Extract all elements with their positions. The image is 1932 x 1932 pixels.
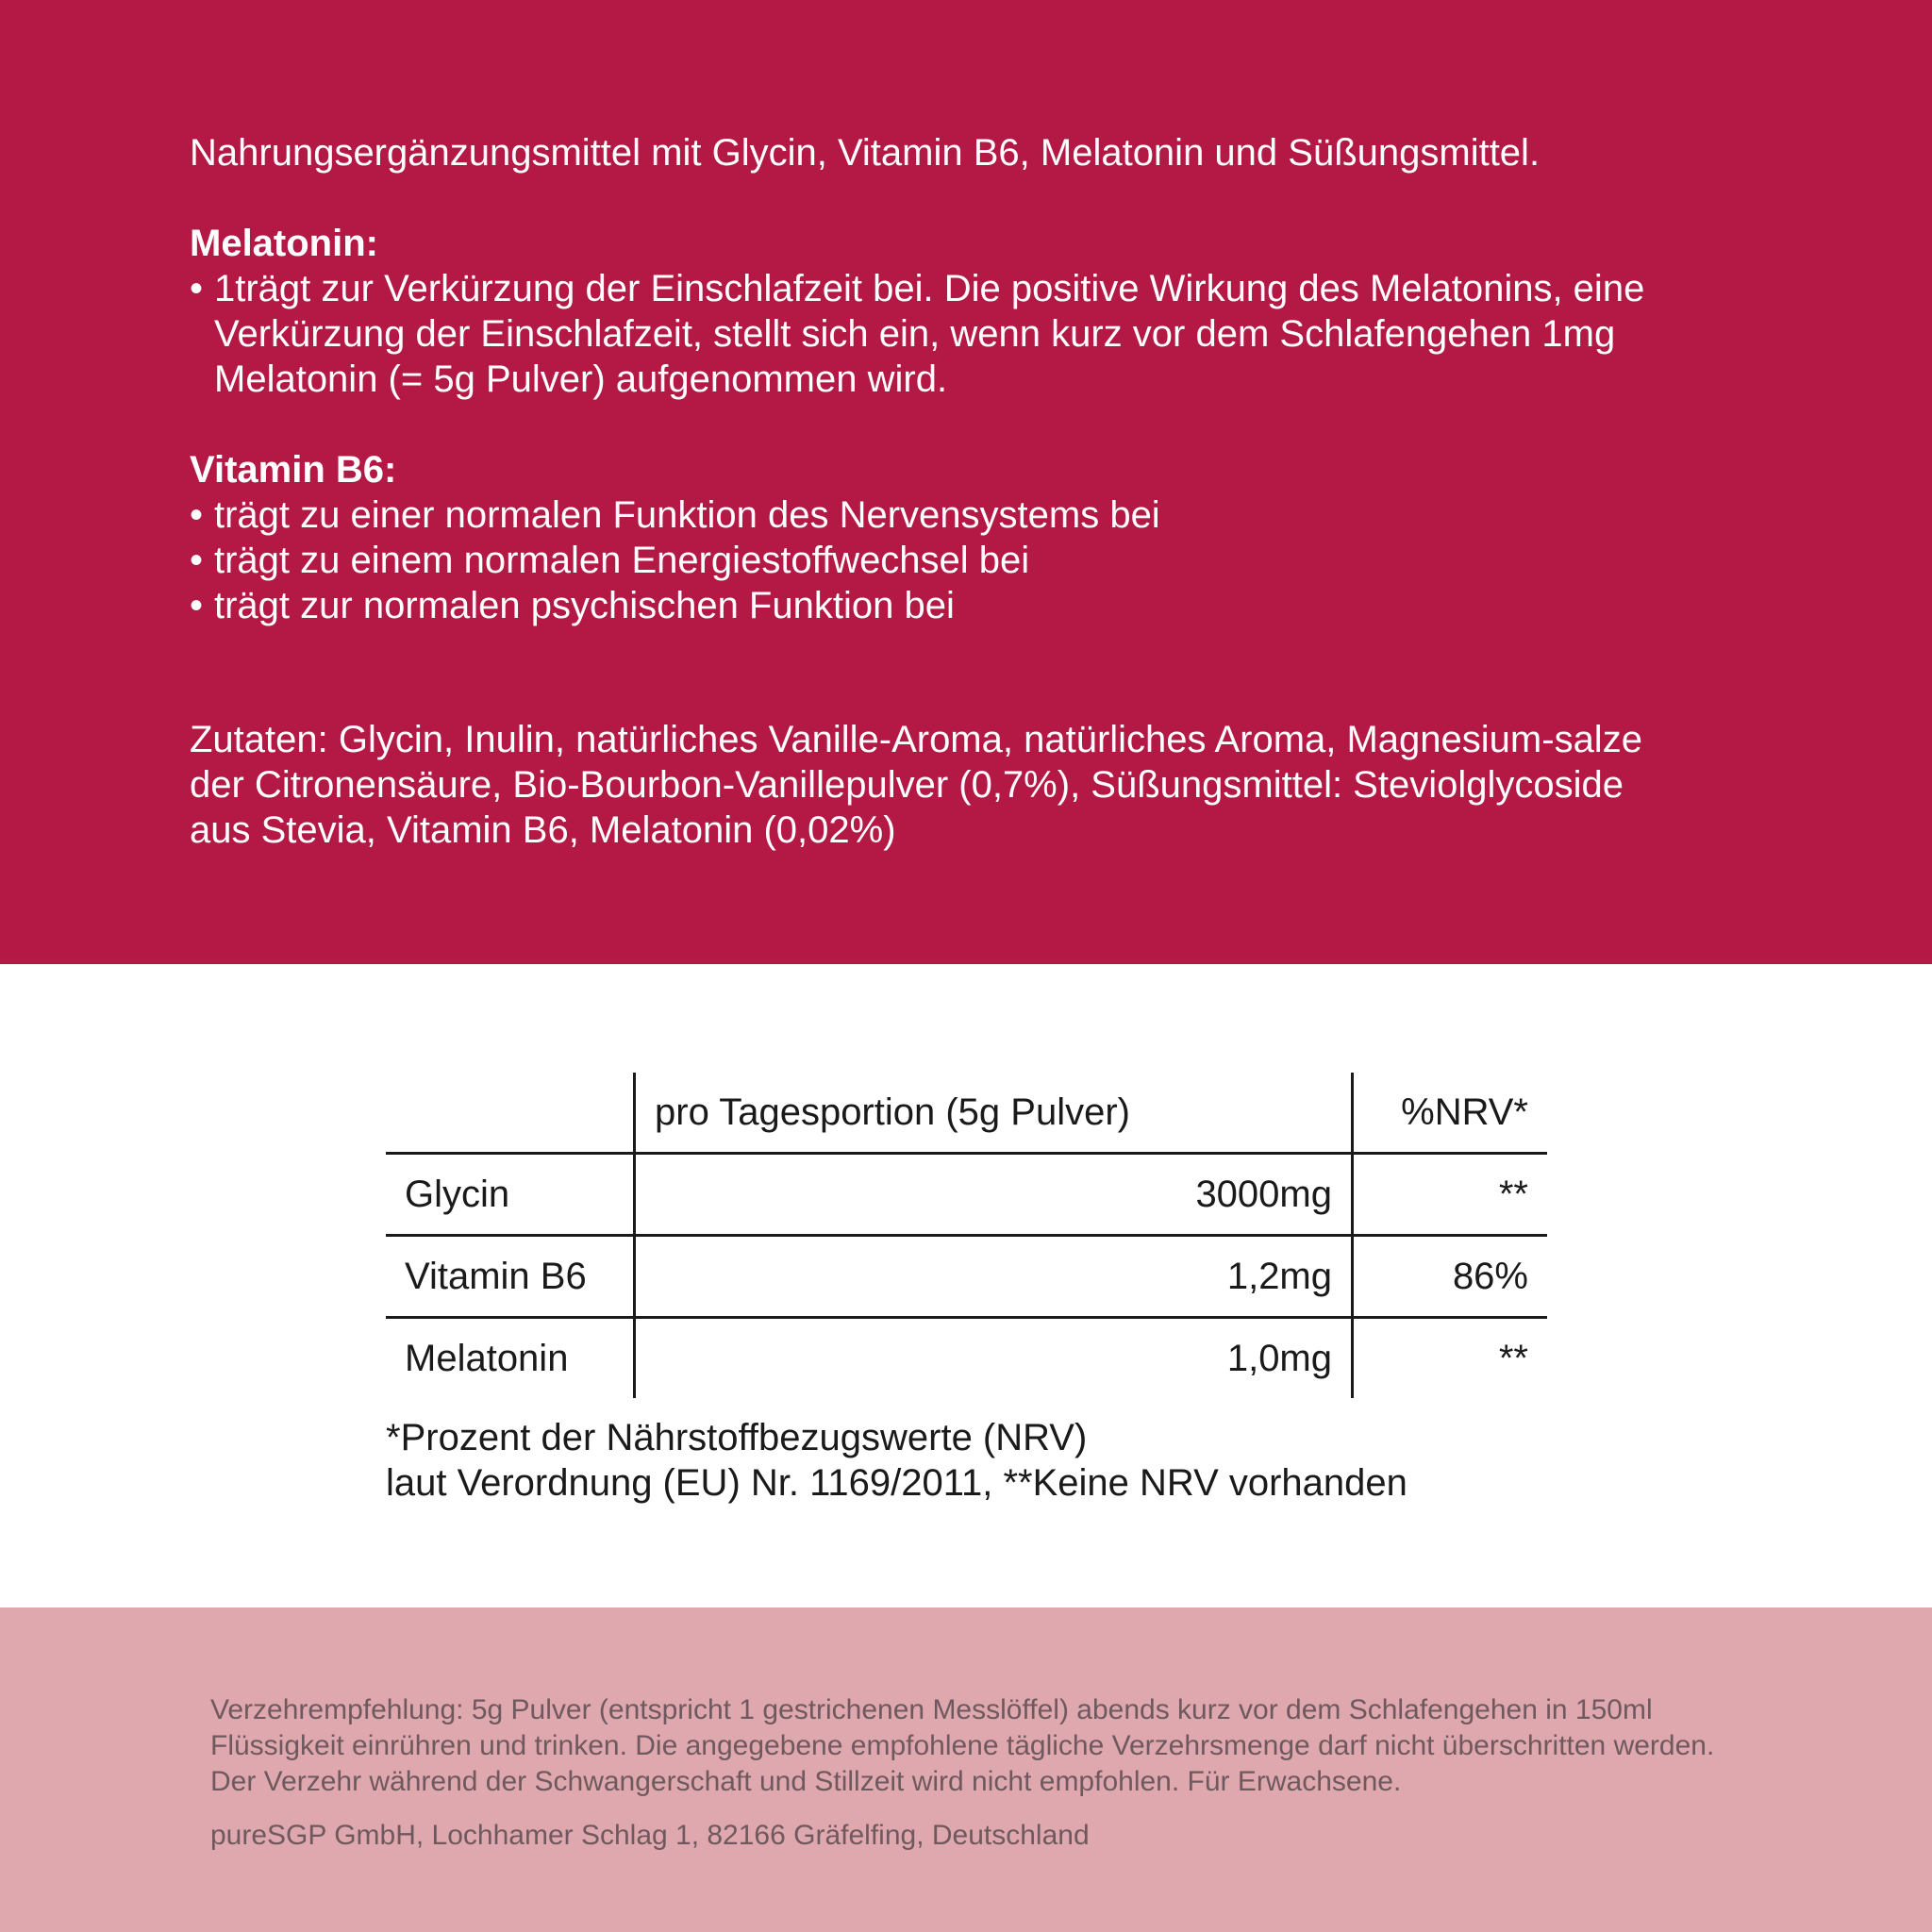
nutrient-name: Glycin: [386, 1154, 635, 1236]
nutrient-amount: 3000mg: [635, 1154, 1353, 1236]
table-header-daily-portion: pro Tagesportion (5g Pulver): [635, 1073, 1353, 1154]
table-row: [386, 1318, 1547, 1399]
vitamin-b6-claim-item: • trägt zur normalen psychischen Funktion bei: [190, 583, 1737, 628]
melatonin-claims: [190, 221, 1737, 402]
nutrient-name: Melatonin: [405, 1337, 569, 1379]
nutrient-name: Vitamin B6: [386, 1236, 635, 1318]
nutrition-table: [386, 1073, 1547, 1398]
vitamin-b6-bullet-list: [190, 492, 1737, 628]
table-header-row: [386, 1073, 1547, 1154]
nutrition-section: [0, 964, 1932, 1607]
footnote-line-2: laut Verordnung (EU) Nr. 1169/2011, **Keine NRV vorhanden: [386, 1462, 1407, 1504]
usage-recommendation: Verzehrempfehlung: 5g Pulver (entspricht 1 gestrichenen Messlöffel) abends kurz vor dem Schlafengehen in 150ml Flüssigkeit einrühren und trinken. Die angegebene empfohlene tägliche Verzehrsmenge darf nicht überschritten werden. Der Verzehr während der Schwangerschaft und Stillzeit wird nicht empfohlen. Für Erwachsene.: [210, 1694, 1715, 1797]
nutrient-amount: 1,0mg: [635, 1318, 1353, 1399]
vitamin-b6-heading: Vitamin B6:: [190, 449, 397, 491]
nutrient-nrv: **: [1353, 1318, 1548, 1399]
nrv-footnote: [386, 1415, 1407, 1506]
footnote-line-1: *Prozent der Nährstoffbezugswerte (NRV): [386, 1417, 1088, 1458]
product-description: Nahrungsergänzungsmittel mit Glycin, Vitamin B6, Melatonin und Süßungsmittel.: [190, 132, 1541, 174]
vitamin-b6-claim-item: • trägt zu einer normalen Funktion des Nervensystems bei: [190, 492, 1737, 538]
table-row: [386, 1154, 1547, 1236]
table-row: [386, 1236, 1547, 1318]
vitamin-b6-claim-item: • trägt zu einem normalen Energiestoffwechsel bei: [190, 538, 1737, 583]
nutrient-nrv: 86%: [1353, 1236, 1548, 1318]
vitamin-b6-claims: [190, 447, 1737, 628]
melatonin-heading: Melatonin:: [190, 223, 378, 264]
nutrient-amount: 1,2mg: [635, 1236, 1353, 1318]
usage-section: [0, 1607, 1932, 1932]
nutrient-nrv: **: [1353, 1154, 1548, 1236]
melatonin-claim-item: • 1trägt zur Verkürzung der Einschlafzeit bei. Die positive Wirkung des Melatonins, eine Verkürzung der Einschlafzeit, stellt sich ein, wenn kurz vor dem Schlafengehen 1mg Melatonin (= 5g Pulver) aufgenommen wird.: [190, 266, 1714, 402]
ingredients-list: Zutaten: Glycin, Inulin, natürliches Vanille-Aroma, natürliches Aroma, Magnesium-salze der Citronensäure, Bio-Bourbon-Vanillepulver (0,7%), Süßungsmittel: Steviolglycoside aus Stevia, Vitamin B6, Melatonin (0,02%): [190, 719, 1642, 851]
table-header-empty: [386, 1073, 635, 1154]
table-header-nrv: %NRV*: [1353, 1073, 1548, 1154]
claims-section: [0, 0, 1932, 964]
melatonin-bullet-list: [190, 266, 1737, 402]
company-address: pureSGP GmbH, Lochhamer Schlag 1, 82166 Gräfelfing, Deutschland: [210, 1820, 1090, 1851]
